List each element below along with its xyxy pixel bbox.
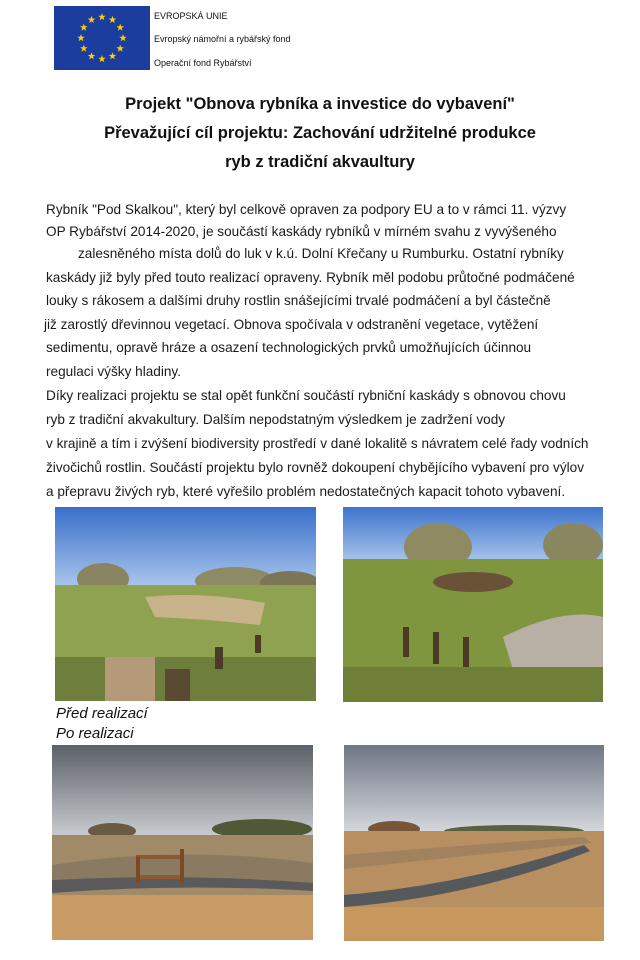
caption-after: Po realizaci — [56, 725, 134, 742]
body-line: ryb z tradiční akvakultury. Dalším nepodstatným výsledkem je zadržení vody — [46, 412, 506, 427]
body-line: a přepravu živých ryb, které vyřešilo problém nedostatečných kapacit tohoto vybavení. — [46, 484, 566, 499]
eu-flag-icon — [54, 6, 150, 70]
body-line: již zarostlý dřevinnou vegetací. Obnova spočívala v odstranění vegetace, vytěžení — [44, 317, 539, 332]
photo-after-pond-1 — [52, 745, 313, 940]
project-title: Projekt "Obnova rybníka a investice do vybavení" — [125, 95, 515, 113]
body-line: Rybník "Pod Skalkou", který byl celkově opraven za podpory EU a to v rámci 11. výzvy — [46, 202, 567, 217]
eu-header — [54, 6, 354, 72]
body-line: regulaci výšky hladiny. — [46, 364, 181, 379]
body-line: živočichů rostlin. Součástí projektu bylo rovněž dokoupení chybějícího vybavení pro výlov — [46, 460, 584, 475]
project-goal-line2: ryb z tradiční akvaultury — [225, 153, 415, 171]
photo-after-pond-2 — [344, 745, 604, 941]
body-line: v krajině a tím i zvýšení biodiversity prostředí v dané lokalitě s návratem celé řady vodních — [46, 436, 589, 451]
body-line: zalesněného místa dolů do luk v k.ú. Dolní Křečany u Rumburku. Ostatní rybníky — [78, 246, 564, 261]
program-label: Operační fond Rybářství — [154, 58, 252, 68]
fund-label: Evropský námořní a rybářský fond — [154, 34, 291, 44]
photo-before-pond-2 — [343, 507, 603, 702]
caption-before: Před realizací — [56, 705, 148, 722]
body-line: sedimentu, opravě hráze a osazení technologických prvků umožňujících účinnou — [46, 340, 532, 355]
body-line: kaskády již byly před touto realizací opraveny. Rybník měl podobu průtočné podmáčené — [46, 270, 575, 285]
photo-before-pond-1 — [55, 507, 316, 701]
body-line: louky s rákosem a dalšími druhy rostlin snášejícími trvalé podmáčení a byl částečně — [46, 293, 551, 308]
eu-label: EVROPSKÁ UNIE — [154, 11, 228, 21]
body-line: OP Rybářství 2014-2020, je součástí kaskády rybníků v mírném svahu z vyvýšeného — [46, 224, 557, 239]
project-goal-line1: Převažující cíl projektu: Zachování udržitelné produkce — [104, 124, 536, 142]
body-line: Díky realizaci projektu se stal opět funkční součástí rybniční kaskády s obnovou chovu — [46, 388, 566, 403]
